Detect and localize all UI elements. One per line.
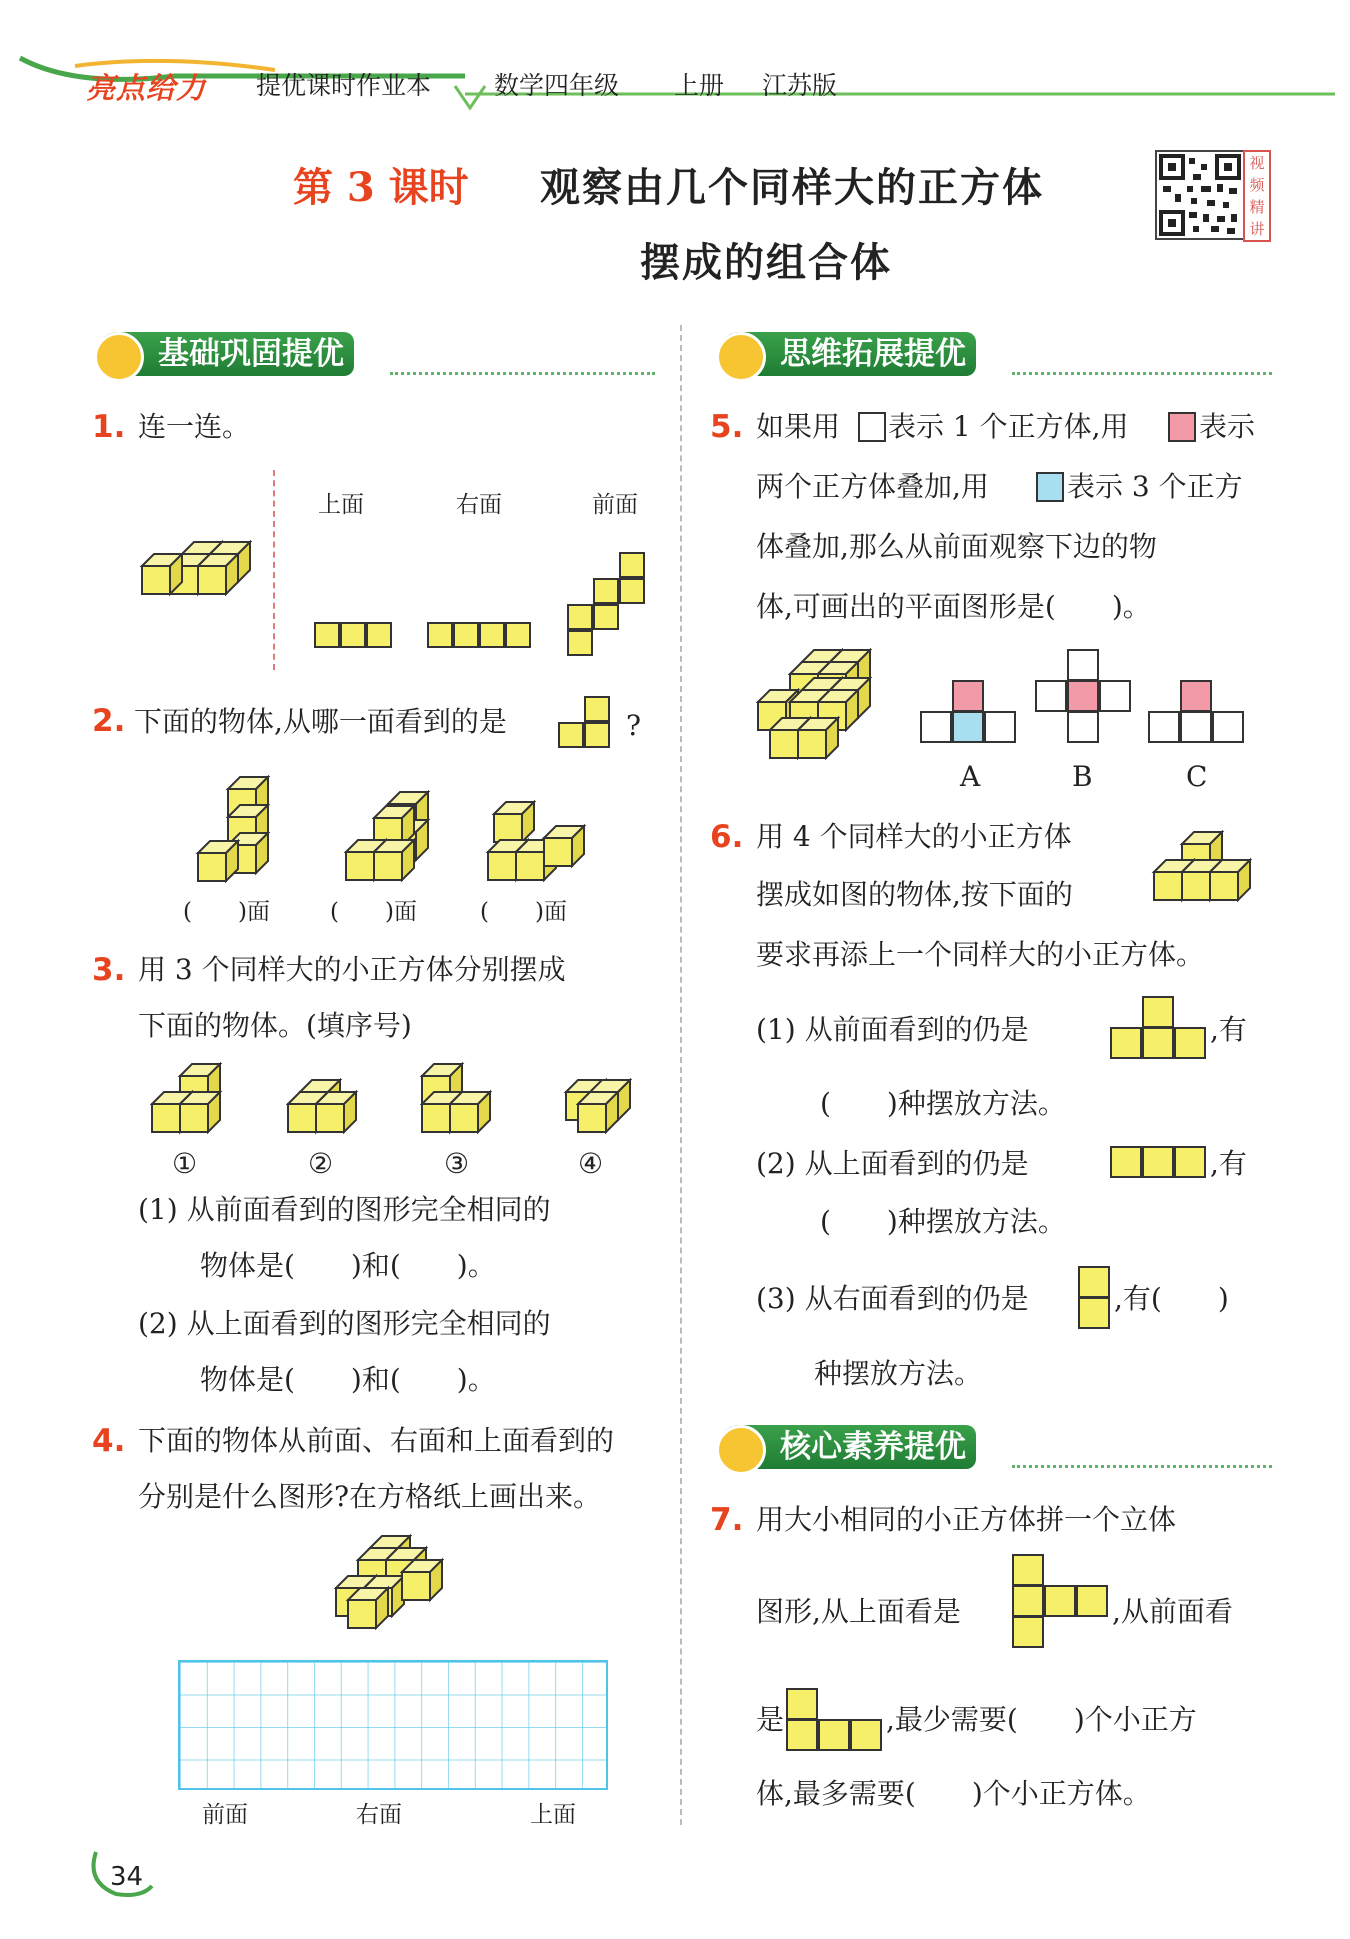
q2-answer-1[interactable]: ( )面 xyxy=(183,899,270,925)
question-4-number: 4. xyxy=(92,1423,126,1459)
volume-label: 上册 xyxy=(674,71,725,100)
q5-line1-a: 如果用 xyxy=(756,410,841,443)
section-divider xyxy=(1012,1465,1272,1468)
q4-object xyxy=(334,1534,454,1634)
qr-caption: 视频精讲 xyxy=(1243,150,1271,242)
lesson-number: 第 3 课时 xyxy=(293,164,469,211)
q3-label-4: ④ xyxy=(578,1147,604,1180)
section-basic-badge: 基础巩固提优 xyxy=(96,332,354,376)
drawing-grid[interactable] xyxy=(178,1660,608,1790)
q5-line1-b: 表示 1 个正方体,用 xyxy=(888,410,1129,443)
q2-answer-3[interactable]: ( )面 xyxy=(480,899,567,925)
question-3-line2: 下面的物体。(填序号) xyxy=(138,1009,412,1042)
q3-object-3 xyxy=(420,1060,500,1140)
q7-line3-b[interactable]: ,最少需要( )个小正方 xyxy=(886,1703,1197,1736)
section-thinking-badge: 思维拓展提优 xyxy=(718,332,976,376)
q6-line3: 要求再添上一个同样大的小正方体。 xyxy=(756,938,1205,971)
q6-sub2-a: (2) 从上面看到的仍是 xyxy=(756,1147,1029,1180)
q6-sub1-a: (1) 从前面看到的仍是 xyxy=(756,1013,1029,1046)
q6-sub3-a: (3) 从右面看到的仍是 xyxy=(756,1282,1029,1315)
q6-sub3-b[interactable]: ,有( ) xyxy=(1114,1282,1229,1315)
grid-label-top: 上面 xyxy=(530,1802,576,1828)
q5-line3: 体叠加,那么从前面观察下边的物 xyxy=(756,530,1157,563)
q1-view-right-label: 右面 xyxy=(456,492,502,518)
trophy-icon xyxy=(716,1425,766,1475)
question-3-line1: 用 3 个同样大的小正方体分别摆成 xyxy=(138,953,566,986)
question-4-line1: 下面的物体从前面、右面和上面看到的 xyxy=(138,1424,615,1457)
q3-object-2 xyxy=(286,1078,366,1140)
q3-sub2-line2[interactable]: 物体是( )和( )。 xyxy=(200,1363,496,1396)
question-2-qmark: ? xyxy=(626,709,642,742)
q5-legend-two xyxy=(1168,412,1196,442)
column-divider xyxy=(680,325,682,1825)
question-2-text: 下面的物体,从哪一面看到的是 xyxy=(134,705,507,738)
q5-line2-b: 表示 3 个正方 xyxy=(1067,470,1243,503)
question-2-number: 2. xyxy=(92,703,126,739)
q5-legend-one xyxy=(858,412,886,442)
grid-label-front: 前面 xyxy=(202,1802,248,1828)
lesson-title-line1: 观察由几个同样大的正方体 xyxy=(540,164,1044,211)
q3-sub1-line2[interactable]: 物体是( )和( )。 xyxy=(200,1249,496,1282)
section-divider xyxy=(1012,372,1272,375)
q6-sub3-c: 种摆放方法。 xyxy=(814,1357,983,1390)
q7-line1: 用大小相同的小正方体拼一个立体 xyxy=(756,1503,1177,1536)
q7-line2-b: ,从前面看 xyxy=(1112,1595,1233,1628)
q3-label-2: ② xyxy=(308,1147,334,1180)
q6-sub2-b: ,有 xyxy=(1210,1147,1247,1180)
q2-object-3 xyxy=(480,800,595,885)
q1-view-top-label: 上面 xyxy=(318,492,364,518)
section-divider xyxy=(390,372,655,375)
q1-separator xyxy=(273,470,275,670)
q2-object-1 xyxy=(190,775,280,885)
q3-object-1 xyxy=(150,1060,230,1140)
q3-label-1: ① xyxy=(172,1147,198,1180)
subject-label: 数学四年级 xyxy=(494,71,620,100)
q3-label-3: ③ xyxy=(444,1147,470,1180)
q5-line1-c: 表示 xyxy=(1199,410,1256,443)
question-1-text: 连一连。 xyxy=(138,410,251,443)
edition-label: 江苏版 xyxy=(762,71,838,100)
q3-sub2-line1: (2) 从上面看到的图形完全相同的 xyxy=(138,1307,551,1340)
lesson-title-line2: 摆成的组合体 xyxy=(640,239,892,286)
grid-label-right: 右面 xyxy=(356,1802,402,1828)
q5-legend-three xyxy=(1036,472,1064,502)
q7-line3-a: 是 xyxy=(756,1703,785,1736)
q6-sub1-c[interactable]: ( )种摆放方法。 xyxy=(820,1087,1066,1120)
q5-object xyxy=(756,648,896,768)
sprout-icon xyxy=(716,332,766,382)
q7-line4[interactable]: 体,最多需要( )个小正方体。 xyxy=(756,1777,1151,1810)
q6-line2: 摆成如图的物体,按下面的 xyxy=(756,878,1073,911)
q1-view-front-label: 前面 xyxy=(592,492,638,518)
q3-sub1-line1: (1) 从前面看到的图形完全相同的 xyxy=(138,1193,551,1226)
question-4-line2: 分别是什么图形?在方格纸上画出来。 xyxy=(138,1480,602,1513)
brand-logo: 亮点给力 xyxy=(86,71,207,105)
q6-line1: 用 4 个同样大的小正方体 xyxy=(756,820,1072,853)
qr-code-icon xyxy=(1157,152,1243,238)
q3-object-4 xyxy=(552,1078,632,1140)
q5-line2-a: 两个正方体叠加,用 xyxy=(756,470,989,503)
q5-line4[interactable]: 体,可画出的平面图形是( )。 xyxy=(756,590,1151,623)
question-1-number: 1. xyxy=(92,409,126,445)
q1-object-cubes xyxy=(136,536,261,606)
qr-code[interactable] xyxy=(1155,150,1245,240)
question-6-number: 6. xyxy=(710,819,744,855)
question-7-number: 7. xyxy=(710,1502,744,1538)
gear-icon xyxy=(94,332,144,382)
book-title: 提优课时作业本 xyxy=(256,71,432,100)
q2-answer-2[interactable]: ( )面 xyxy=(330,899,417,925)
q6-sub1-b: ,有 xyxy=(1210,1013,1247,1046)
q7-line2-a: 图形,从上面看是 xyxy=(756,1595,961,1628)
q6-object xyxy=(1148,830,1268,912)
question-3-number: 3. xyxy=(92,952,126,988)
q2-object-2 xyxy=(338,790,438,885)
page-number: 34 xyxy=(110,1862,144,1892)
q5-option-a-label: A xyxy=(960,760,981,793)
q5-option-b-label: B xyxy=(1072,760,1093,793)
question-5-number: 5. xyxy=(710,409,744,445)
section-core-badge: 核心素养提优 xyxy=(718,1425,976,1469)
q5-option-c-label: C xyxy=(1186,760,1208,793)
q6-sub2-c[interactable]: ( )种摆放方法。 xyxy=(820,1205,1066,1238)
